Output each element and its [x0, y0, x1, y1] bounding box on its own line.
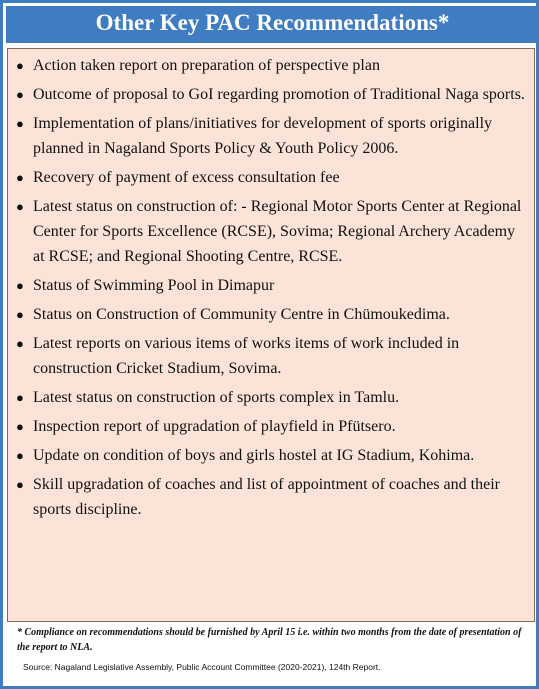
- bullet-icon: ●: [16, 170, 24, 185]
- bullet-icon: ●: [16, 307, 24, 322]
- list-item-text: Recovery of payment of excess consultation fee: [33, 169, 340, 186]
- bullet-icon: ●: [16, 58, 24, 73]
- list-item: [8, 331, 534, 381]
- list-item-text: Implementation of plans/initiatives for development of sports originally planned in Nagaland Sports Policy & Youth Policy 2006.: [33, 115, 493, 157]
- list-item-text: Status of Swimming Pool in Dimapur: [33, 277, 275, 294]
- list-item: [8, 194, 534, 269]
- list-item: [8, 165, 534, 190]
- recommendations-box: [7, 48, 535, 622]
- bullet-icon: ●: [16, 278, 24, 293]
- bullet-icon: ●: [16, 336, 24, 351]
- list-item-text: Latest status on construction of sports complex in Tamlu.: [33, 389, 400, 406]
- bullet-icon: ●: [16, 87, 24, 102]
- list-item: [8, 302, 534, 327]
- bullet-icon: ●: [16, 390, 24, 405]
- bullet-icon: ●: [16, 116, 24, 131]
- footnote: * Compliance on recommendations should be furnished by April 15 i.e. within two months from the date of presentation of the report to NLA.: [17, 627, 522, 653]
- list-item: [8, 82, 534, 107]
- list-item-text: Outcome of proposal to GoI regarding promotion of Traditional Naga sports.: [33, 86, 525, 103]
- list-item: [8, 414, 534, 439]
- bullet-icon: ●: [16, 477, 24, 492]
- bullet-icon: ●: [16, 419, 24, 434]
- bullet-icon: ●: [16, 199, 24, 214]
- bullet-icon: ●: [16, 448, 24, 463]
- list-item-text: Skill upgradation of coaches and list of appointment of coaches and their sports discipline.: [33, 476, 500, 518]
- list-item: [8, 385, 534, 410]
- source-note: Source: Nagaland Legislative Assembly, Public Account Committee (2020-2021), 124th Report.: [23, 662, 381, 672]
- panel-title: Other Key PAC Recommendations*: [6, 6, 539, 43]
- list-item-text: Status on Construction of Community Centre in Chümoukedima.: [33, 306, 450, 323]
- list-item-text: Latest reports on various items of works items of work included in construction Cricket Stadium, Sovima.: [33, 335, 460, 377]
- list-item: [8, 273, 534, 298]
- list-item: [8, 111, 534, 161]
- list-item-text: Action taken report on preparation of perspective plan: [33, 57, 380, 74]
- list-item-text: Update on condition of boys and girls hostel at IG Stadium, Kohima.: [33, 447, 475, 464]
- recommendations-list: [8, 53, 534, 526]
- list-item: [8, 53, 534, 78]
- list-item-text: Inspection report of upgradation of playfield in Pfütsero.: [33, 418, 396, 435]
- list-item: [8, 472, 534, 522]
- list-item: [8, 443, 534, 468]
- list-item-text: Latest status on construction of: - Regional Motor Sports Center at Regional Center for Sports Excellence (RCSE), Sovima; Regional Archery Academy at RCSE; and Regional Shooting Centre, RCSE.: [33, 198, 522, 265]
